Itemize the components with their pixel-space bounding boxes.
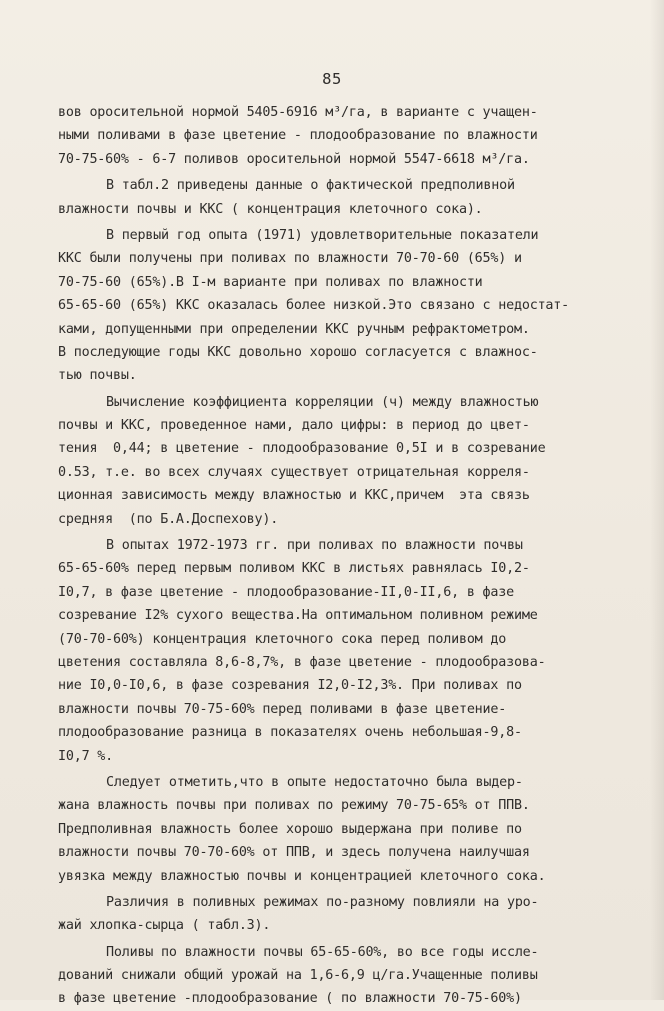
text-line: I0,7 %. bbox=[58, 748, 114, 764]
text-line: влажности почвы 70-70-60% от ППВ, и здесь получена наилучшая bbox=[58, 845, 530, 861]
text-line: ние I0,0-I0,6, в фазе созревания I2,0-I2,3%. При поливах по bbox=[58, 678, 522, 694]
text-line: Следует отметить,что в опыте недостаточно была выдер- bbox=[106, 774, 523, 790]
text-line: ными поливами в фазе цветение - плодообразование по влажности bbox=[58, 128, 538, 144]
text-line: средняя (по Б.А.Доспехову). bbox=[58, 511, 279, 527]
page-edge-shadow bbox=[650, 0, 664, 1000]
page-number: 85 bbox=[322, 70, 342, 88]
text-line: 65-65-60% перед первым поливом ККС в листьях равнялась I0,2- bbox=[58, 561, 530, 577]
text-line: (70-70-60%) концентрация клеточного сока перед поливом до bbox=[58, 631, 507, 647]
text-line: в фазе цветение -плодообразование ( по влажности 70-75-60%) bbox=[58, 991, 522, 1007]
text-line: влажности почвы 70-75-60% перед поливами в фазе цветение- bbox=[58, 701, 507, 717]
text-line: В табл.2 приведены данные о фактической предполивной bbox=[106, 178, 515, 194]
text-line: влажности почвы и ККС ( концентрация клеточного сока). bbox=[58, 201, 483, 217]
text-line: 70-75-60 (65%).В I-м варианте при поливах по влажности bbox=[58, 274, 483, 290]
text-line: плодообразование разница в показателях очень небольшая-9,8- bbox=[58, 725, 522, 741]
text-line: цветения составляла 8,6-8,7%, в фазе цветение - плодообразова- bbox=[58, 654, 546, 670]
text-line: тью почвы. bbox=[58, 368, 137, 384]
text-line: ционная зависимость между влажностью и ККС,причем эта связь bbox=[58, 488, 530, 504]
text-line: Предполивная влажность более хорошо выдержана при поливе по bbox=[58, 821, 522, 837]
text-line: Вычисление коэффициента корреляции (ч) между влажностью bbox=[106, 394, 539, 410]
text-line: дований снижали общий урожай на 1,6-6,9 ц/га.Учащенные поливы bbox=[58, 968, 538, 984]
text-line: увязка между влажностью почвы и концентрацией клеточного сока. bbox=[58, 868, 546, 884]
text-line: 70-75-60% - 6-7 поливов оросительной нормой 5547-6618 м³/га. bbox=[58, 151, 530, 167]
text-line: ККС были получены при поливах по влажности 70-70-60 (65%) и bbox=[58, 251, 522, 267]
text-line: вов оросительной нормой 5405-6916 м³/га, в варианте с учащен- bbox=[58, 105, 538, 120]
text-line: 0.53, т.е. во всех случаях существует отрицательная корреля- bbox=[58, 464, 530, 480]
text-line: Поливы по влажности почвы 65-65-60%, во все годы иссле- bbox=[106, 944, 539, 960]
text-line: жай хлопка-сырца ( табл.3). bbox=[58, 918, 271, 934]
text-line: тения 0,44; в цветение - плодообразование 0,5I и в созревание bbox=[58, 441, 546, 457]
text-line: жана влажность почвы при поливах по режиму 70-75-65% от ППВ. bbox=[58, 798, 530, 814]
text-line: ками, допущенными при определении ККС ручным рефрактометром. bbox=[58, 321, 530, 337]
text-line: 65-65-60 (65%) ККС оказалась более низкой.Это связано с недостат- bbox=[58, 298, 570, 314]
text-line: созревание I2% сухого вещества.На оптимальном поливном режиме bbox=[58, 608, 538, 624]
text-line: почвы и ККС, проведенное нами, дало цифры: в период до цвет- bbox=[58, 418, 530, 434]
text-line: I0,7, в фазе цветение - плодообразование-II,0-II,6, в фазе bbox=[58, 584, 514, 600]
text-line: В опытах 1972-1973 гг. при поливах по влажности почвы bbox=[106, 538, 523, 554]
text-line: Различия в поливных режимах по-разному повлияли на уро- bbox=[106, 894, 539, 910]
body-text bbox=[58, 101, 588, 1011]
text-line: В последующие годы ККС довольно хорошо согласуется с влажнос- bbox=[58, 344, 538, 360]
text-line: В первый год опыта (1971) удовлетворительные показатели bbox=[106, 227, 539, 243]
